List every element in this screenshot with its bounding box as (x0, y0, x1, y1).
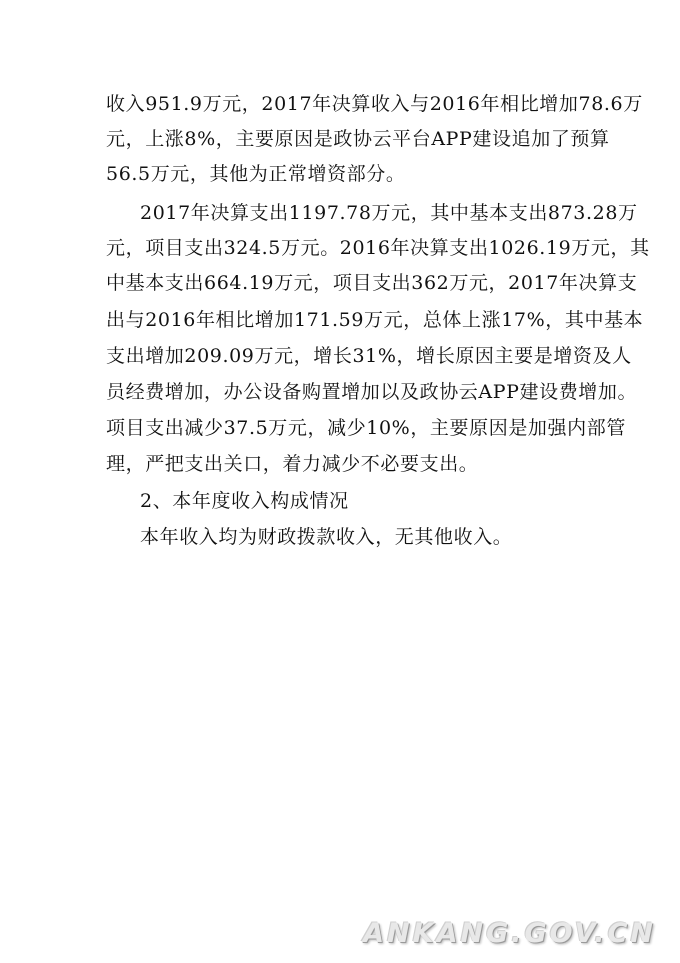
text-line-13: 本年收入均为财政拨款收入，无其他收入。 (140, 526, 513, 548)
text-line-2: 元，上涨8%，主要原因是政协云平台APP建设追加了预算 (106, 128, 610, 150)
text-line-11: 理，严把支出关口，着力减少不必要支出。 (106, 453, 479, 475)
text-line-4: 2017年决算支出1197.78万元，其中基本支出873.28万 (140, 202, 638, 224)
text-line-3: 56.5万元，其他为正常增资部分。 (106, 163, 406, 185)
text-line-8: 支出增加209.09万元，增长31%，增长原因主要是增资及人 (106, 345, 632, 367)
section-heading: 2、本年度收入构成情况 (140, 490, 349, 512)
site-watermark: ANKANG.GOV.CN (363, 918, 656, 949)
text-line-6: 中基本支出664.19万元，项目支出362万元，2017年决算支 (106, 272, 638, 294)
text-line-9: 员经费增加，办公设备购置增加以及政协云APP建设费增加。 (106, 381, 638, 403)
text-line-1: 收入951.9万元，2017年决算收入与2016年相比增加78.6万 (106, 93, 643, 115)
text-line-5: 元，项目支出324.5万元。2016年决算支出1026.19万元，其 (106, 237, 650, 259)
text-line-7: 出与2016年相比增加171.59万元，总体上涨17%，其中基本 (106, 309, 644, 331)
text-line-10: 项目支出减少37.5万元，减少10%，主要原因是加强内部管 (106, 417, 626, 439)
